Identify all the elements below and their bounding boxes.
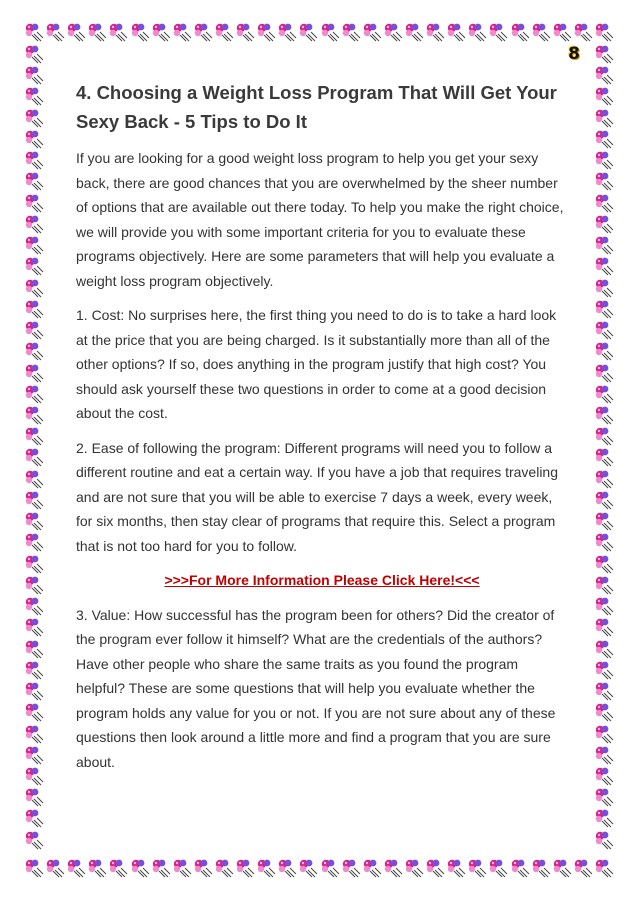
balloon-bouquet-icon [24,65,44,85]
balloon-bouquet-icon [24,426,44,446]
balloon-bouquet-icon [594,575,614,595]
balloon-bouquet-icon [341,858,361,878]
balloon-bouquet-icon [24,299,44,319]
balloon-bouquet-icon [24,575,44,595]
balloon-bouquet-icon [277,858,297,878]
balloon-bouquet-icon [594,766,614,786]
balloon-bouquet-icon [214,858,234,878]
balloon-bouquet-icon [594,511,614,531]
decorative-border-top [24,22,614,42]
balloon-bouquet-icon [45,858,65,878]
balloon-bouquet-icon [594,171,614,191]
balloon-bouquet-icon [320,22,340,42]
balloon-bouquet-icon [24,532,44,552]
balloon-bouquet-icon [510,22,530,42]
balloon-bouquet-icon [594,299,614,319]
balloon-bouquet-icon [320,858,340,878]
balloon-bouquet-icon [24,766,44,786]
balloon-bouquet-icon [594,384,614,404]
balloon-bouquet-icon [24,235,44,255]
decorative-border-right [594,44,614,850]
balloon-bouquet-icon [383,22,403,42]
balloon-bouquet-icon [467,858,487,878]
balloon-bouquet-icon [594,214,614,234]
article-title: 4. Choosing a Weight Loss Program That Will Get Your Sexy Back - 5 Tips to Do It [76,82,557,132]
balloon-bouquet-icon [594,22,614,42]
balloon-bouquet-icon [488,22,508,42]
balloon-bouquet-icon [531,22,551,42]
balloon-bouquet-icon [24,830,44,850]
balloon-bouquet-icon [446,858,466,878]
balloon-bouquet-icon [24,86,44,106]
balloon-bouquet-icon [24,490,44,510]
balloon-bouquet-icon [151,858,171,878]
tip-value-paragraph: 3. Value: How successful has the program been for others? Did the creator of the program ever follow it himself? What are the credentials of the authors? Have other people who share the same traits as you found the program helpful? These are some questions that will help you evaluate whether the program holds any value for you or not. If you are not sure about any of these questions then look around a little more and find a program that you are sure about. [76,606,556,770]
more-info-line [76,568,568,593]
balloon-bouquet-icon [594,193,614,213]
balloon-bouquet-icon [552,22,572,42]
balloon-bouquet-icon [24,320,44,340]
balloon-bouquet-icon [45,22,65,42]
balloon-bouquet-icon [594,320,614,340]
balloon-bouquet-icon [594,426,614,446]
balloon-bouquet-icon [552,858,572,878]
balloon-bouquet-icon [24,808,44,828]
balloon-bouquet-icon [24,129,44,149]
balloon-bouquet-icon [594,150,614,170]
balloon-bouquet-icon [256,858,276,878]
balloon-bouquet-icon [24,22,44,42]
balloon-bouquet-icon [87,22,107,42]
balloon-bouquet-icon [594,108,614,128]
balloon-bouquet-icon [235,22,255,42]
balloon-bouquet-icon [24,171,44,191]
balloon-bouquet-icon [594,235,614,255]
balloon-bouquet-icon [214,22,234,42]
balloon-bouquet-icon [24,660,44,680]
balloon-bouquet-icon [256,22,276,42]
balloon-bouquet-icon [24,469,44,489]
balloon-bouquet-icon [87,858,107,878]
balloon-bouquet-icon [24,150,44,170]
balloon-bouquet-icon [425,22,445,42]
balloon-bouquet-icon [298,22,318,42]
balloon-bouquet-icon [594,278,614,298]
balloon-bouquet-icon [594,787,614,807]
balloon-bouquet-icon [235,858,255,878]
balloon-bouquet-icon [594,858,614,878]
balloon-bouquet-icon [151,22,171,42]
balloon-bouquet-icon [193,858,213,878]
balloon-bouquet-icon [24,787,44,807]
balloon-bouquet-icon [594,65,614,85]
balloon-bouquet-icon [594,596,614,616]
balloon-bouquet-icon [594,86,614,106]
balloon-bouquet-icon [531,858,551,878]
balloon-bouquet-icon [594,44,614,64]
balloon-bouquet-icon [24,639,44,659]
balloon-bouquet-icon [594,129,614,149]
balloon-bouquet-icon [193,22,213,42]
balloon-bouquet-icon [24,256,44,276]
balloon-bouquet-icon [594,617,614,637]
balloon-bouquet-icon [24,341,44,361]
balloon-bouquet-icon [66,22,86,42]
balloon-bouquet-icon [108,858,128,878]
balloon-bouquet-icon [594,447,614,467]
intro-paragraph: If you are looking for a good weight loss program to help you get your sexy back, there are good chances that you are overwhelmed by the sheer number of options that are available out there today. To help you make the right choice, we will provide you with some important criteria for you to evaluate these programs objectively. Here are some parameters that will help you evaluate a weight loss program objectively. [76,150,564,289]
balloon-bouquet-icon [24,363,44,383]
balloon-bouquet-icon [24,511,44,531]
balloon-bouquet-icon [172,22,192,42]
balloon-bouquet-icon [362,858,382,878]
balloon-bouquet-icon [446,22,466,42]
balloon-bouquet-icon [594,808,614,828]
balloon-bouquet-icon [277,22,297,42]
balloon-bouquet-icon [594,660,614,680]
balloon-bouquet-icon [594,702,614,722]
balloon-bouquet-icon [24,405,44,425]
balloon-bouquet-icon [130,858,150,878]
balloon-bouquet-icon [24,702,44,722]
balloon-bouquet-icon [383,858,403,878]
balloon-bouquet-icon [24,447,44,467]
balloon-bouquet-icon [24,617,44,637]
balloon-bouquet-icon [24,745,44,765]
balloon-bouquet-icon [130,22,150,42]
balloon-bouquet-icon [66,858,86,878]
balloon-bouquet-icon [24,724,44,744]
balloon-bouquet-icon [594,830,614,850]
balloon-bouquet-icon [404,22,424,42]
balloon-bouquet-icon [594,469,614,489]
decorative-border-bottom [24,858,614,878]
balloon-bouquet-icon [594,256,614,276]
balloon-bouquet-icon [594,532,614,552]
balloon-bouquet-icon [24,44,44,64]
balloon-bouquet-icon [24,554,44,574]
balloon-bouquet-icon [404,858,424,878]
page-number: 8 [568,44,580,64]
balloon-bouquet-icon [594,724,614,744]
decorative-border-left [24,44,44,850]
balloon-bouquet-icon [362,22,382,42]
more-info-link[interactable]: >>>For More Information Please Click Here!<<< [164,572,480,588]
balloon-bouquet-icon [341,22,361,42]
balloon-bouquet-icon [594,341,614,361]
balloon-bouquet-icon [425,858,445,878]
balloon-bouquet-icon [24,214,44,234]
balloon-bouquet-icon [594,639,614,659]
tip-cost-paragraph: 1. Cost: No surprises here, the first thing you need to do is to take a hard look at the price that you are being charged. Is it substantially more than all of the other options? If so, does anything in the program justify that high cost? You should ask yourself these two questions in order to come at a good decision about the cost. [76,307,557,421]
balloon-bouquet-icon [510,858,530,878]
balloon-bouquet-icon [24,596,44,616]
tip-ease-paragraph: 2. Ease of following the program: Different programs will need you to follow a different routine and eat a certain way. If you have a job that requires traveling and are not sure that you will be able to exercise 7 days a week, every week, for six months, then stay clear of programs that require this. Select a program that is not too hard for you to follow. [76,439,558,554]
balloon-bouquet-icon [298,858,318,878]
balloon-bouquet-icon [594,745,614,765]
balloon-bouquet-icon [594,681,614,701]
balloon-bouquet-icon [24,858,44,878]
balloon-bouquet-icon [594,363,614,383]
article-body [76,78,568,784]
balloon-bouquet-icon [594,490,614,510]
balloon-bouquet-icon [573,22,593,42]
balloon-bouquet-icon [573,858,593,878]
balloon-bouquet-icon [467,22,487,42]
balloon-bouquet-icon [24,384,44,404]
balloon-bouquet-icon [24,193,44,213]
balloon-bouquet-icon [172,858,192,878]
balloon-bouquet-icon [108,22,128,42]
balloon-bouquet-icon [24,278,44,298]
balloon-bouquet-icon [594,554,614,574]
balloon-bouquet-icon [24,681,44,701]
balloon-bouquet-icon [594,405,614,425]
balloon-bouquet-icon [488,858,508,878]
balloon-bouquet-icon [24,108,44,128]
